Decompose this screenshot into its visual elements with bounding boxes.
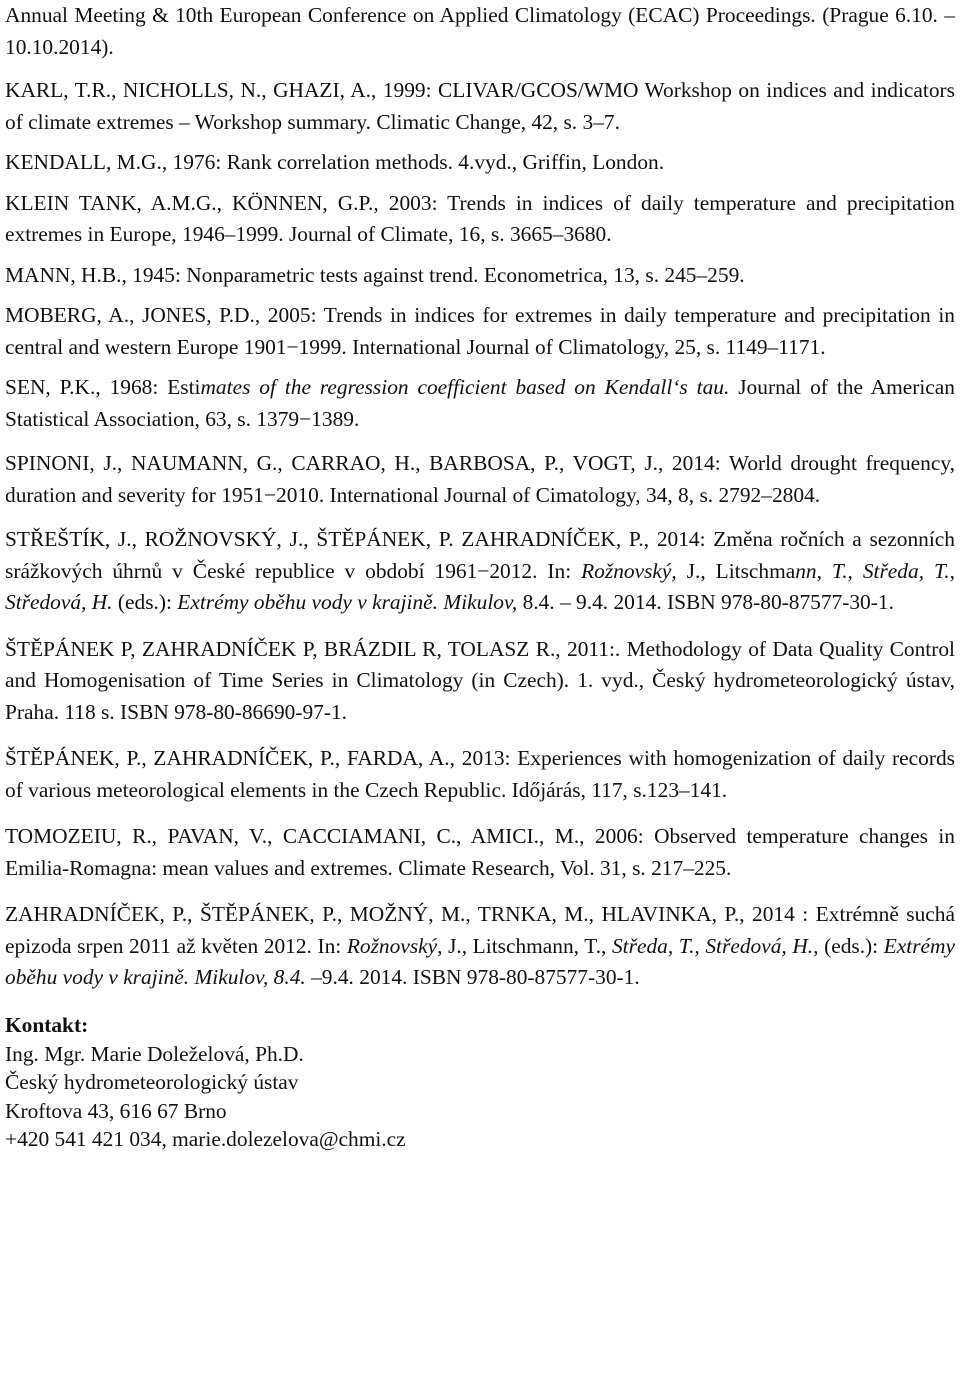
reference-text: ŠTĚPÁNEK P, ZAHRADNÍČEK P, BRÁZDIL R, TOLASZ R., 2011:. Methodology of Data Quality Control and Homogenisation of Time Series in Climatology (in Czech). 1. vyd., Český hydrometeorologický ústav, Praha. 118 s. ISBN 978-80-86690-97-1. (5, 636, 955, 724)
reference-tomozeiu (5, 821, 955, 884)
reference-ecac (5, 0, 955, 63)
reference-text: Annual Meeting & 10th European Conference on Applied Climatology (ECAC) Proceedings. (Prague 6.10. – 10.10.2014). (5, 3, 955, 59)
reference-italic-text: Extrémy oběhu vody v krajině. Mikulov, 8.4. (5, 933, 955, 989)
reference-text: KARL, T.R., NICHOLLS, N., GHAZI, A., 1999: CLIVAR/GCOS/WMO Workshop on indices and indicators of climate extremes – Workshop summary. Climatic Change, 42, s. 3–7. (5, 78, 955, 134)
reference-text: J., Litschmann, T., (442, 933, 612, 958)
reference-karl (5, 75, 955, 138)
reference-text: MOBERG, A., JONES, P.D., 2005: Trends in indices for extremes in daily temperature and precipitation in central and western Europe 1901−1999. International Journal of Climatology, 25, s. 1149–1171. (5, 303, 955, 359)
reference-text: KLEIN TANK, A.M.G., KÖNNEN, G.P., 2003: Trends in indices of daily temperature and precipitation extremes in Europe, 1946–1999. Journal of Climate, 16, s. 3665–3680. (5, 190, 955, 246)
reference-list (5, 0, 955, 994)
reference-italic-text: Středová, H. (5, 590, 113, 614)
reference-italic-text: mates of the regression coefficient based on Kendall‘s tau. (200, 375, 730, 399)
reference-strestik (5, 524, 955, 619)
reference-text: , (949, 558, 955, 583)
reference-text: KENDALL, M.G., 1976: Rank correlation methods. 4.vyd., Griffin, London. (5, 150, 665, 174)
reference-italic-text: nn, T., Středa, T. (795, 558, 950, 583)
contact-name: Ing. Mgr. Marie Doleželová, Ph.D. (5, 1041, 304, 1066)
reference-text: SEN, P.K., 1968: Esti (5, 375, 201, 399)
reference-spinoni (5, 448, 955, 511)
reference-page (5, 0, 955, 1154)
reference-text: SPINONI, J., NAUMANN, G., CARRAO, H., BARBOSA, P., VOGT, J., 2014: World drought frequency, duration and severity for 1951−2010. International Journal of Cimatology, 34, 8, s. 2792–2804. (5, 451, 955, 507)
reference-italic-text: Extrémy oběhu vody v krajině. Mikulov, (177, 590, 518, 614)
contact-phone-email[interactable]: +420 541 421 034, marie.dolezelova@chmi.cz (5, 1127, 406, 1151)
reference-italic-text: Středa, T., Středová, H., (611, 933, 819, 958)
reference-text: STŘEŠTÍK, J., ROŽNOVSKÝ, J., ŠTĚPÁNEK, P. ZAHRADNÍČEK, P., 2014: Změna ročních a sezonních srážkových úhrnů v České republice v období 1961−2012. In: (5, 527, 955, 583)
reference-text: MANN, H.B., 1945: Nonparametric tests against trend. Econometrica, 13, s. 245–259. (5, 262, 745, 287)
reference-zahradnicek (5, 899, 955, 994)
contact-heading: Kontakt: (5, 1012, 89, 1037)
reference-text: ZAHRADNÍČEK, P., ŠTĚPÁNEK, P., MOŽNÝ, M., TRNKA, M., HLAVINKA, P., 2014 : Extrémně suchá epizoda srpen 2011 až květen 2012. In: (5, 902, 955, 958)
contact-block (5, 1011, 955, 1154)
reference-text: TOMOZEIU, R., PAVAN, V., CACCIAMANI, C., AMICI., M., 2006: Observed temperature changes in Emilia-Romagna: mean values and extremes. Climate Research, Vol. 31, s. 217–225. (5, 824, 955, 880)
reference-text: (eds.): (818, 933, 884, 958)
contact-address: Kroftova 43, 616 67 Brno (5, 1098, 227, 1123)
reference-kendall (5, 147, 955, 179)
reference-text: ŠTĚPÁNEK, P., ZAHRADNÍČEK, P., FARDA, A., 2013: Experiences with homogenization of daily records of various meteorological elements in the Czech Republic. Időjárás, 117, s.123–141. (5, 746, 955, 802)
reference-sen (5, 372, 955, 435)
reference-mann (5, 260, 955, 292)
contact-institution: Český hydrometeorologický ústav (5, 1070, 299, 1094)
reference-stepanek-2013 (5, 743, 955, 806)
reference-italic-text: Rožnovský, (581, 558, 677, 583)
reference-text: –9.4. 2014. ISBN 978-80-87577-30-1. (305, 965, 640, 989)
reference-text: Journal of the American Statistical Association, 63, s. 1379−1389. (5, 375, 955, 431)
reference-moberg (5, 300, 955, 363)
reference-klein-tank (5, 188, 955, 251)
reference-text: (eds.): (112, 590, 178, 614)
reference-text: 8.4. – 9.4. 2014. ISBN 978-80-87577-30-1. (517, 590, 894, 614)
reference-italic-text: Rožnovský, (346, 933, 443, 958)
reference-text: J., Litschma (676, 558, 796, 583)
reference-stepanek-2011 (5, 634, 955, 729)
